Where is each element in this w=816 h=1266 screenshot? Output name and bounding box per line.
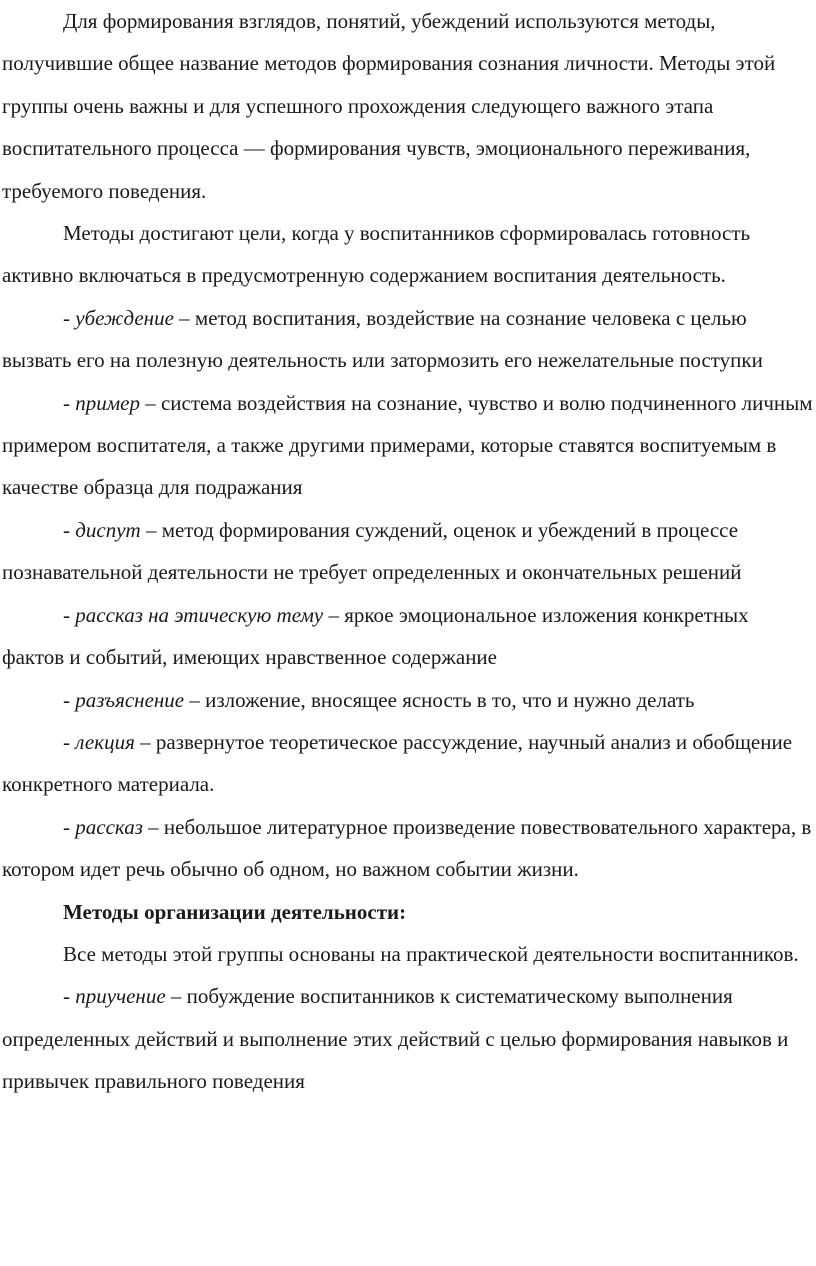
goal-paragraph: Методы достигают цели, когда у воспитанников сформировалась готовность активно включаться в предусмотренную содержанием воспитания деятельность. <box>2 221 751 288</box>
definition-item <box>2 679 814 721</box>
definition-item <box>2 297 814 382</box>
list-dash: - <box>63 984 76 1009</box>
definition-term: рассказ на этическую тему <box>75 602 324 627</box>
definition-term: лекция <box>75 729 135 754</box>
definition-item <box>2 382 814 509</box>
list-dash: - <box>63 687 76 712</box>
section-heading: Методы организации деятельности: <box>63 899 407 924</box>
definition-text: – небольшое литературное произведение повествовательного характера, в котором идет речь обычно об одном, но важном событии жизни. <box>2 814 812 882</box>
list-dash: - <box>63 517 76 542</box>
definition-term: приучение <box>75 984 166 1009</box>
document-page <box>2 0 814 1103</box>
definition-item <box>2 594 814 679</box>
section-intro: Все методы этой группы основаны на практической деятельности воспитанников. <box>63 941 799 966</box>
definition-text: – система воздействия на сознание, чувство и волю подчиненного личным примером воспитателя, а также другими примерами, которые ставятся воспитуемым в качестве образца для подражания <box>2 390 813 500</box>
definition-item <box>2 721 814 806</box>
definition-term: рассказ <box>75 814 143 839</box>
list-dash: - <box>63 390 76 415</box>
list-dash: - <box>63 729 76 754</box>
definition-text: – метод формирования суждений, оценок и убеждений в процессе познавательной деятельности не требует определенных и окончательных решений <box>2 517 742 585</box>
definition-text: – побуждение воспитанников к систематическому выполнения определенных действий и выполнение этих действий с целью формирования навыков и привычек правильного поведения <box>2 984 789 1094</box>
definition-text: – яркое эмоциональное изложения конкретных фактов и событий, имеющих нравственное содержание <box>2 602 749 670</box>
definition-term: убеждение <box>75 305 174 330</box>
definition-text: – развернутое теоретическое рассуждение, научный анализ и обобщение конкретного материала. <box>2 729 793 797</box>
list-dash: - <box>63 305 76 330</box>
list-dash: - <box>63 814 76 839</box>
definition-item <box>2 509 814 594</box>
definition-item <box>2 975 814 1102</box>
definition-term: пример <box>75 390 140 415</box>
definition-text: – метод воспитания, воздействие на сознание человека с целью вызвать его на полезную деятельность или затормозить его нежелательные поступки <box>2 305 763 373</box>
definition-item <box>2 806 814 891</box>
definition-term: диспут <box>75 517 141 542</box>
definition-term: разъяснение <box>75 687 185 712</box>
list-dash: - <box>63 602 76 627</box>
definition-text: – изложение, вносящее ясность в то, что и нужно делать <box>184 687 695 712</box>
intro-paragraph: Для формирования взглядов, понятий, убеждений используются методы, получившие общее название методов формирования сознания личности. Методы этой группы очень важны и для успешного прохождения следующего важного этапа воспитательного процесса — формирования чувств, эмоционального переживания, требуемого поведения. <box>2 9 776 203</box>
